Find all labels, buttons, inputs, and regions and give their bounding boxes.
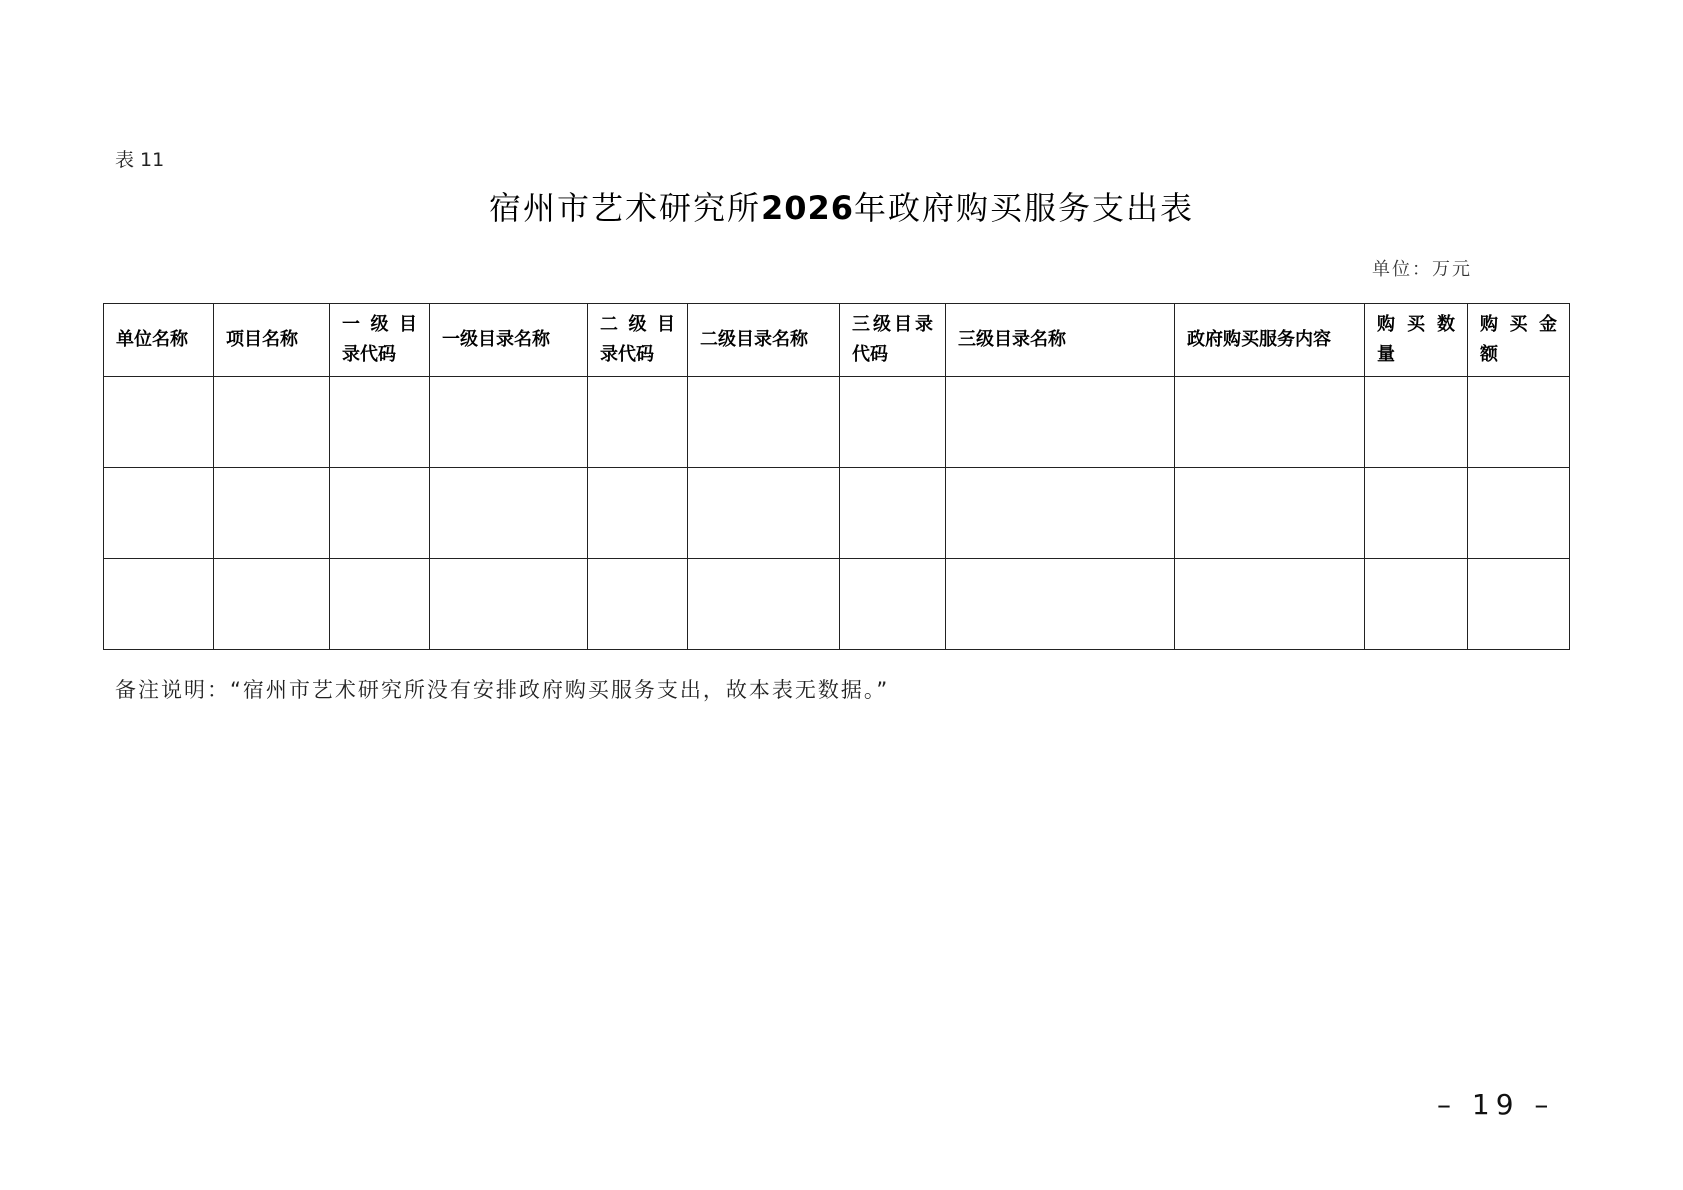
- table-cell: [946, 559, 1175, 650]
- unit-label: 单位：万元: [1372, 259, 1472, 280]
- table-cell: [588, 377, 688, 468]
- table-cell: [1365, 377, 1468, 468]
- table-cell: [840, 468, 946, 559]
- table-cell: [430, 377, 588, 468]
- table-cell: [946, 468, 1175, 559]
- header-level3-code: 三级目录代码: [840, 304, 946, 377]
- table-cell: [330, 468, 430, 559]
- table-cell: [1365, 468, 1468, 559]
- header-level3-name: 三级目录名称: [946, 304, 1175, 377]
- header-level1-code: 一 级 目 录代码: [330, 304, 430, 377]
- table-cell: [946, 377, 1175, 468]
- table-cell: [430, 559, 588, 650]
- table-cell: [1365, 559, 1468, 650]
- title-prefix: 宿州市艺术研究所: [488, 189, 761, 227]
- table-row: [104, 468, 1570, 559]
- table-cell: [1175, 559, 1365, 650]
- table-cell: [588, 559, 688, 650]
- table-cell: [1468, 559, 1570, 650]
- header-purchase-quantity: 购 买 数 量: [1365, 304, 1468, 377]
- table-cell: [840, 559, 946, 650]
- title-suffix: 年政府购买服务支出表: [854, 189, 1195, 227]
- table-cell: [214, 468, 330, 559]
- table-cell: [1468, 377, 1570, 468]
- table-cell: [1175, 377, 1365, 468]
- page-number: – 19 –: [1437, 1088, 1555, 1121]
- table-cell: [688, 377, 840, 468]
- header-level2-code: 二 级 目 录代码: [588, 304, 688, 377]
- header-purchase-amount: 购 买 金 额: [1468, 304, 1570, 377]
- table-cell: [330, 377, 430, 468]
- header-project-name: 项目名称: [214, 304, 330, 377]
- table-cell: [430, 468, 588, 559]
- page-title: [0, 188, 1683, 228]
- table-cell: [104, 559, 214, 650]
- table-cell: [840, 377, 946, 468]
- header-level1-name: 一级目录名称: [430, 304, 588, 377]
- table-cell: [688, 559, 840, 650]
- header-unit-name: 单位名称: [104, 304, 214, 377]
- table-label: 表 11: [115, 149, 165, 171]
- table-cell: [588, 468, 688, 559]
- table-cell: [1468, 468, 1570, 559]
- table-cell: [330, 559, 430, 650]
- table-cell: [214, 377, 330, 468]
- header-level2-name: 二级目录名称: [688, 304, 840, 377]
- table-cell: [104, 468, 214, 559]
- table-header-row: [104, 304, 1570, 377]
- table-row: [104, 559, 1570, 650]
- table-row: [104, 377, 1570, 468]
- table-cell: [688, 468, 840, 559]
- purchase-services-table: [103, 303, 1570, 650]
- title-year: 2026: [760, 189, 855, 227]
- remarks-note: 备注说明：“宿州市艺术研究所没有安排政府购买服务支出，故本表无数据。”: [115, 678, 890, 702]
- header-service-content: 政府购买服务内容: [1175, 304, 1365, 377]
- table-cell: [214, 559, 330, 650]
- table-cell: [104, 377, 214, 468]
- table-cell: [1175, 468, 1365, 559]
